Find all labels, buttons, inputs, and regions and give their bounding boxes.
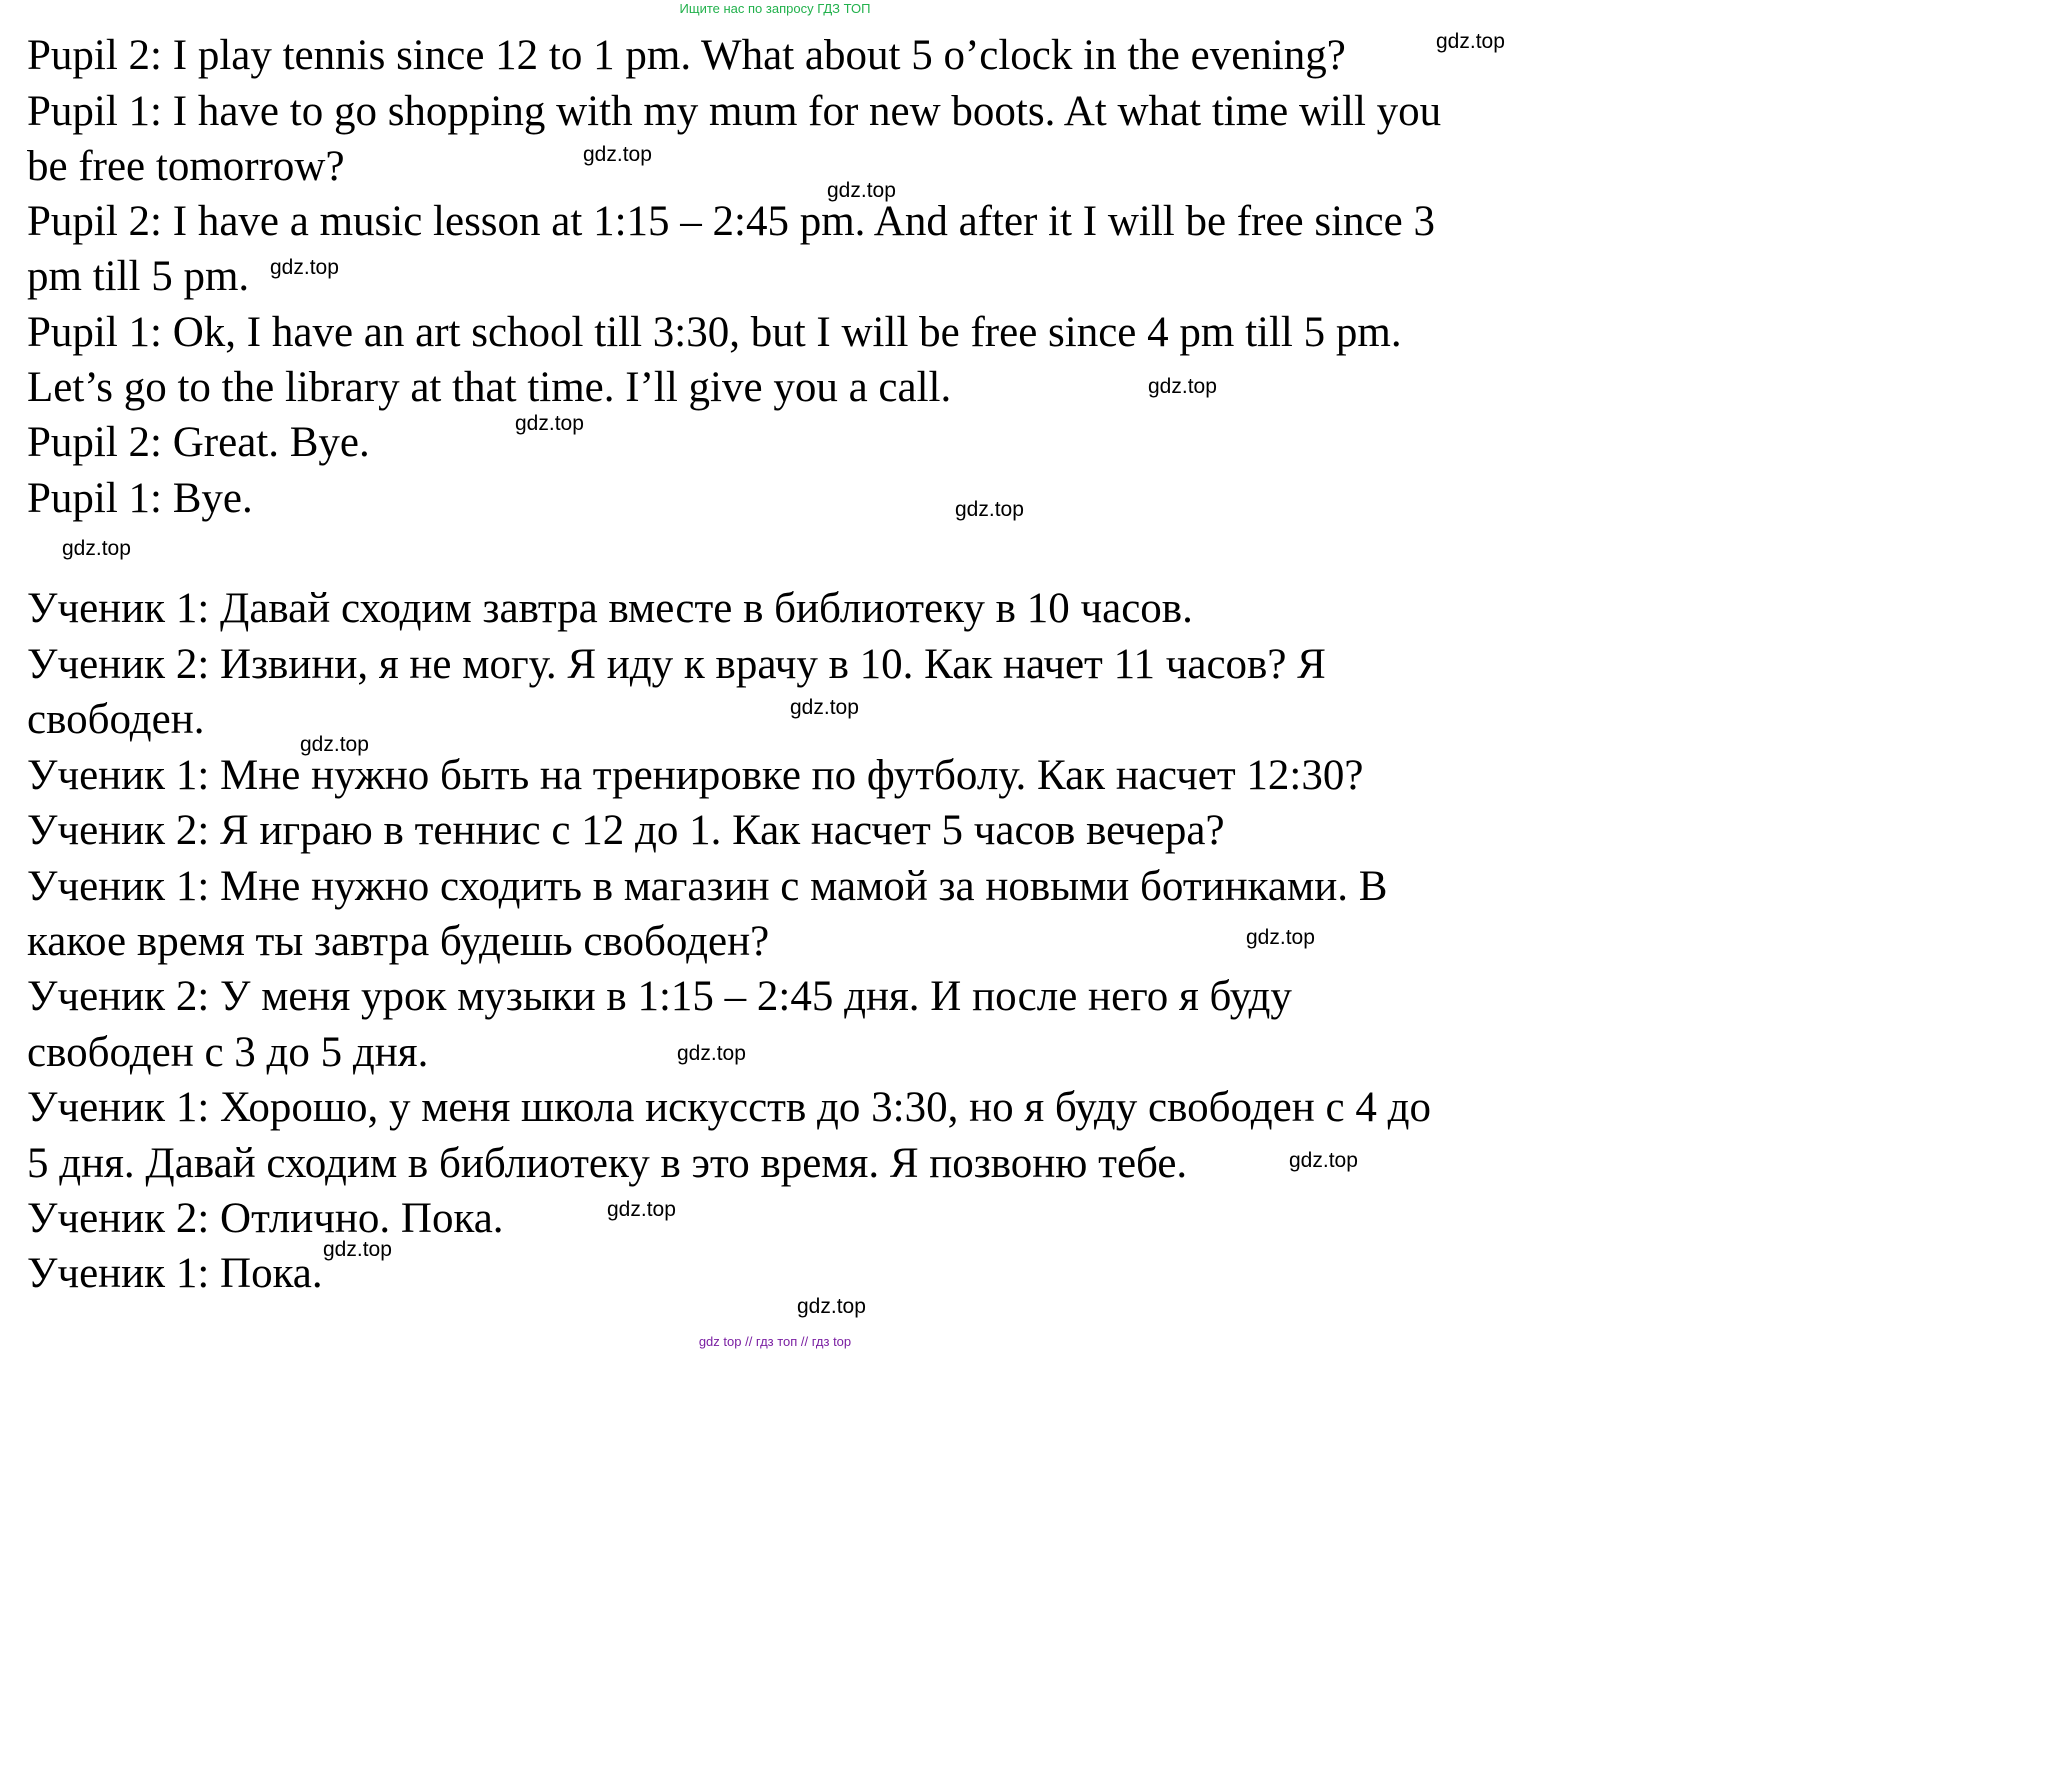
watermark: gdz.top: [270, 256, 339, 279]
watermark: gdz.top: [1436, 30, 1505, 53]
text-line: be free tomorrow?: [27, 143, 345, 190]
text-line: pm till 5 pm.: [27, 253, 250, 300]
watermark: gdz.top: [955, 498, 1024, 521]
watermark: gdz.top: [677, 1042, 746, 1065]
text-line: Ученик 2: Извини, я не могу. Я иду к врачу в 10. Как начет 11 часов? Я: [27, 641, 1326, 688]
text-line: Pupil 1: Bye.: [27, 475, 253, 522]
watermark: gdz.top: [583, 143, 652, 166]
text-line: Let’s go to the library at that time. I’ll give you a call.: [27, 364, 952, 411]
watermark: gdz.top: [827, 179, 896, 202]
watermark: gdz.top: [1289, 1149, 1358, 1172]
watermark: gdz.top: [62, 537, 131, 560]
top-banner: Ищите нас по запросу ГДЗ ТОП: [679, 1, 871, 16]
watermark: gdz.top: [790, 696, 859, 719]
text-line: свободен.: [27, 696, 205, 743]
text-line: Ученик 1: Мне нужно быть на тренировке по футболу. Как насчет 12:30?: [27, 752, 1364, 799]
text-line: 5 дня. Давай сходим в библиотеку в это время. Я позвоню тебе.: [27, 1140, 1188, 1187]
text-line: Ученик 1: Мне нужно сходить в магазин с мамой за новыми ботинками. В: [27, 863, 1388, 910]
text-line: Pupil 2: I have a music lesson at 1:15 – 2:45 pm. And after it I will be free since 3: [27, 198, 1435, 245]
text-line: Ученик 2: У меня урок музыки в 1:15 – 2:45 дня. И после него я буду: [27, 973, 1292, 1020]
text-line: Ученик 1: Пока.: [27, 1250, 323, 1297]
text-line: какое время ты завтра будешь свободен?: [27, 918, 770, 965]
watermark: gdz.top: [323, 1238, 392, 1261]
text-line: Ученик 1: Хорошо, у меня школа искусств до 3:30, но я буду свободен с 4 до: [27, 1084, 1431, 1131]
watermark: gdz.top: [797, 1295, 866, 1318]
text-line: свободен с 3 до 5 дня.: [27, 1029, 429, 1076]
text-line: Pupil 1: Ok, I have an art school till 3:30, but I will be free since 4 pm till 5 pm.: [27, 309, 1402, 356]
text-line: Pupil 1: I have to go shopping with my mum for new boots. At what time will you: [27, 88, 1442, 135]
text-line: Ученик 2: Отлично. Пока.: [27, 1195, 504, 1242]
watermark: gdz.top: [300, 733, 369, 756]
text-line: Ученик 2: Я играю в теннис с 12 до 1. Как насчет 5 часов вечера?: [27, 807, 1225, 854]
watermark: gdz.top: [515, 412, 584, 435]
watermark: gdz.top: [1148, 375, 1217, 398]
watermark: gdz.top: [607, 1198, 676, 1221]
text-line: Pupil 2: Great. Bye.: [27, 419, 370, 466]
watermark: gdz.top: [1246, 926, 1315, 949]
text-line: Pupil 2: I play tennis since 12 to 1 pm. What about 5 o’clock in the evening?: [27, 32, 1346, 79]
text-line: Ученик 1: Давай сходим завтра вместе в библиотеку в 10 часов.: [27, 585, 1193, 632]
footer-text: gdz top // гдз топ // гдз top: [698, 1334, 852, 1349]
